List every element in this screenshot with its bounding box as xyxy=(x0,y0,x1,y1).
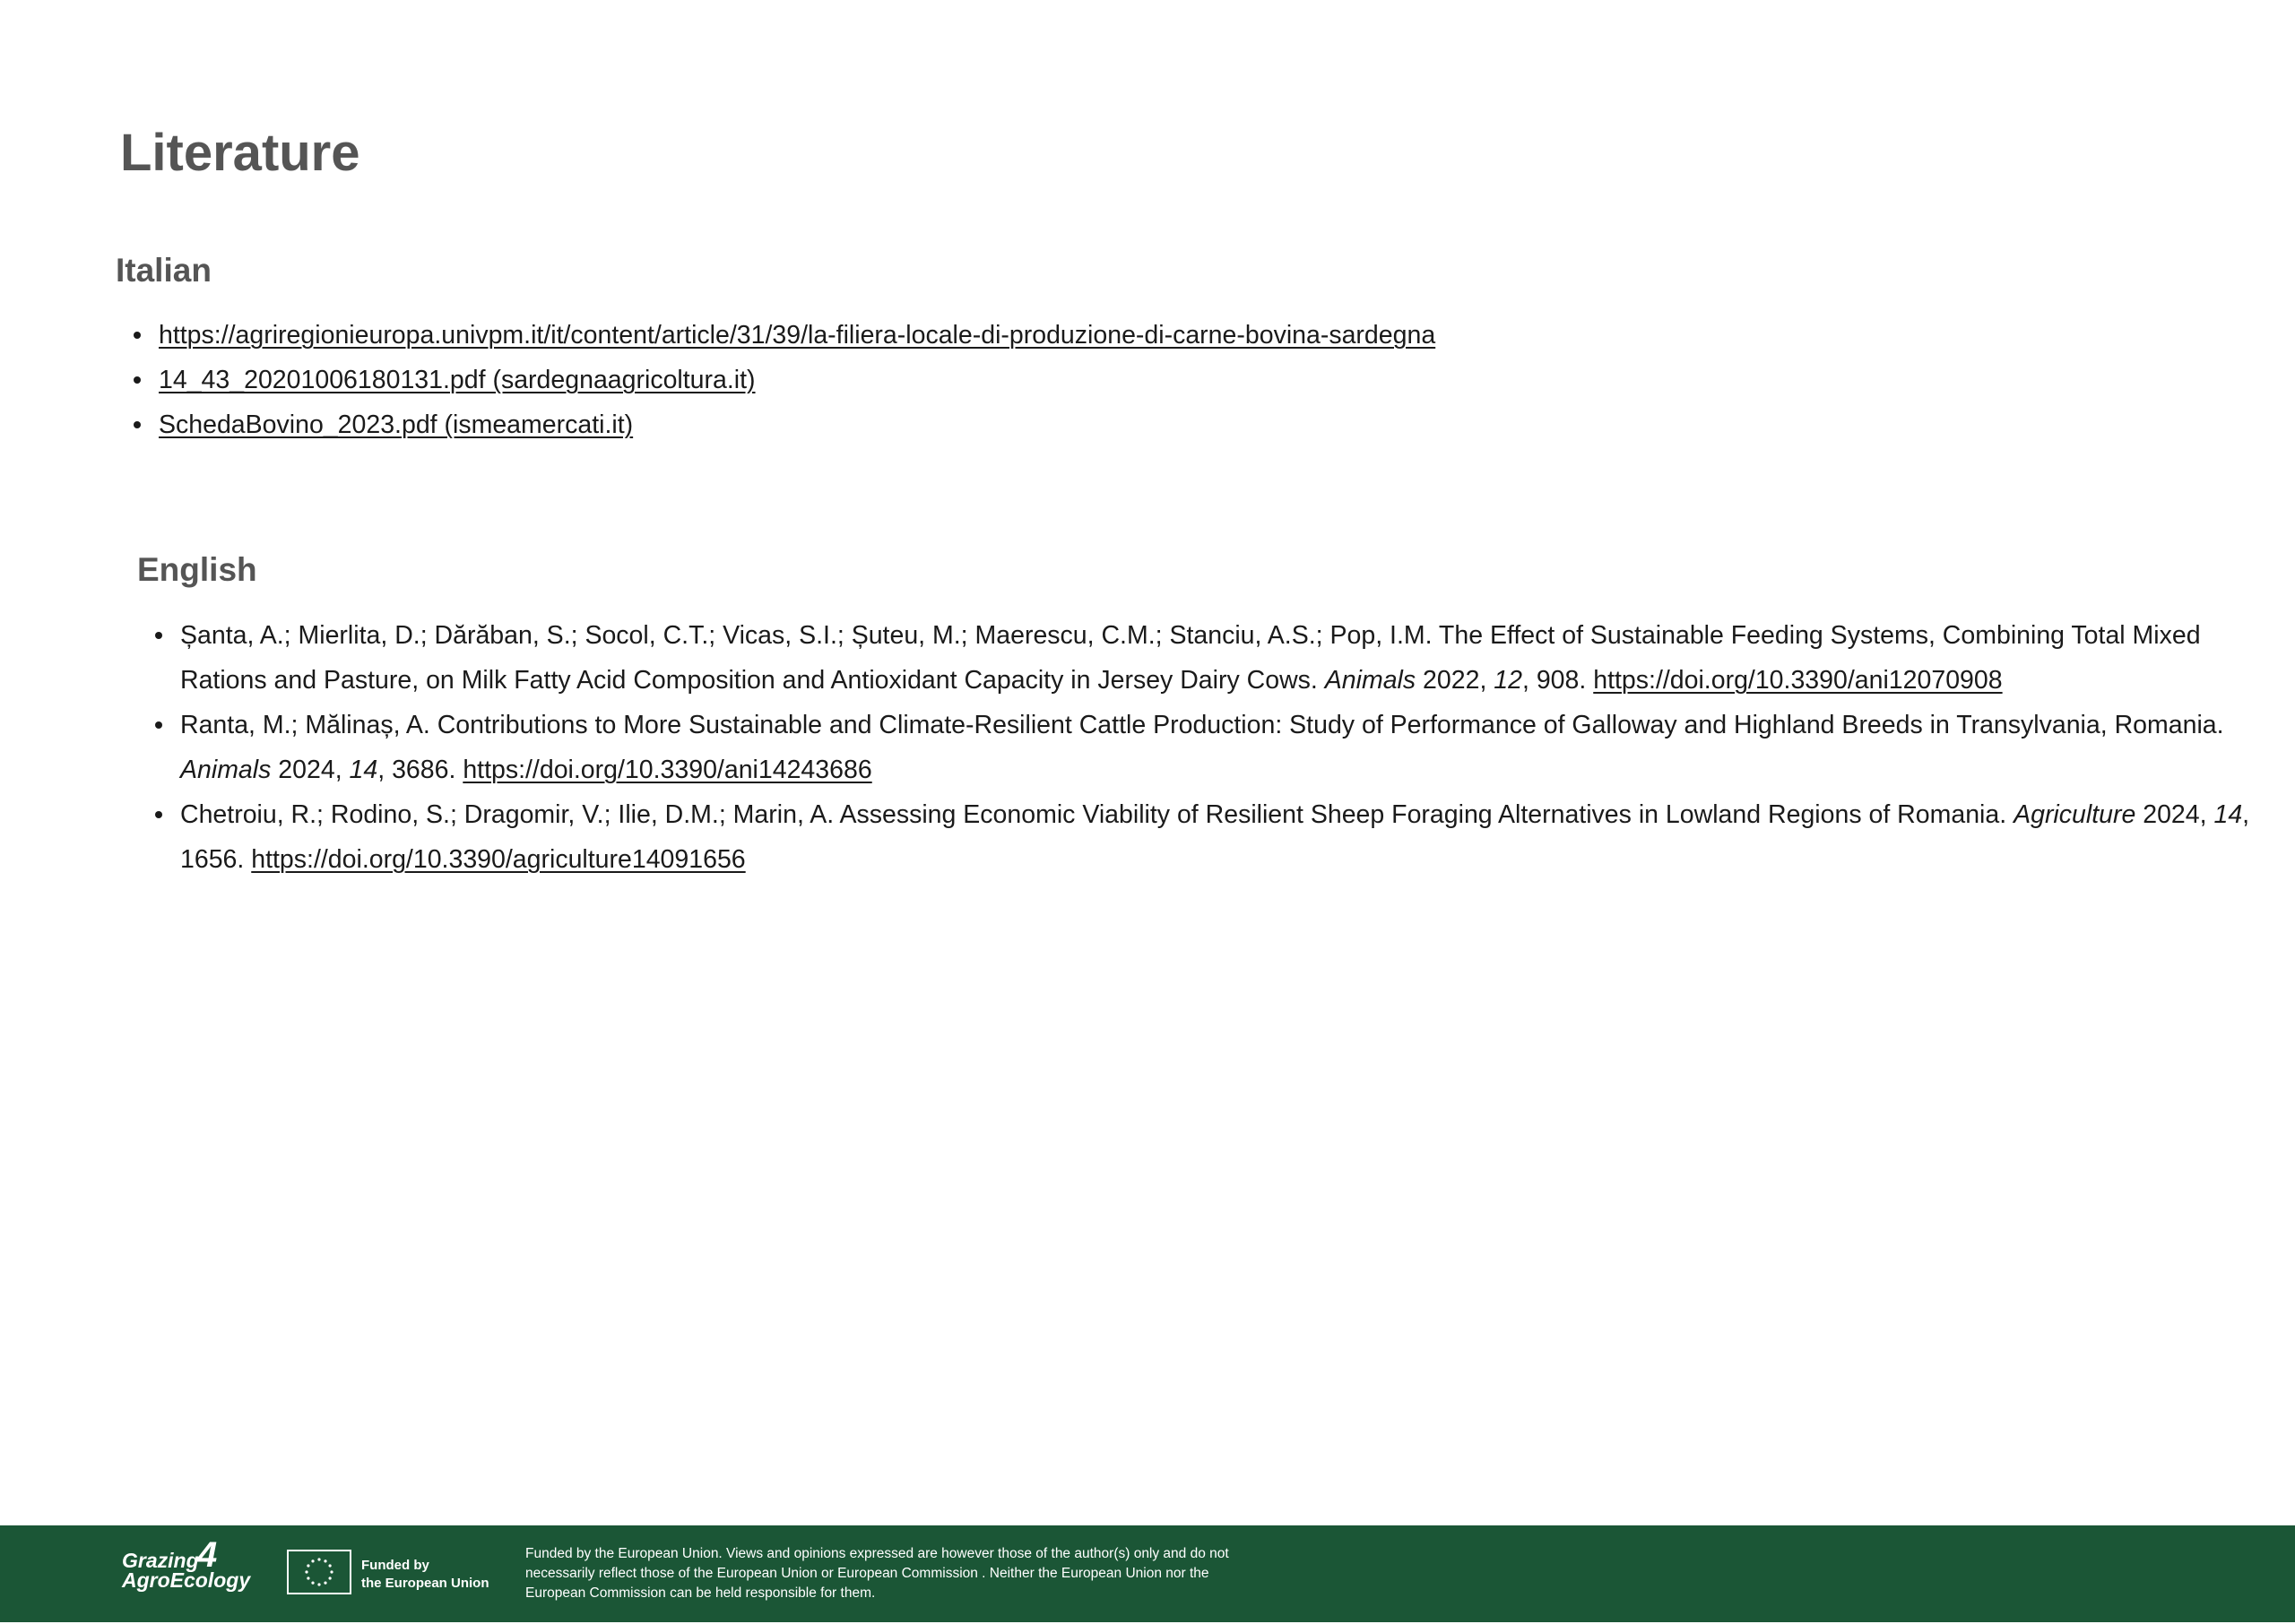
section-heading-italian: Italian xyxy=(116,252,212,289)
reference-item xyxy=(180,613,2251,703)
grazing-agroecology-logo xyxy=(122,1535,251,1592)
reference-volume: 14 xyxy=(2213,800,2243,829)
list-item xyxy=(159,313,1435,358)
reference-text: Șanta, A.; Mierlita, D.; Dărăban, S.; Socol, C.T.; Vicas, S.I.; Șuteu, M.; Maerescu, C.M.; Stanciu, A.S.; Pop, I.M. The Effect of Sustainable Feeding Systems, Combining Total Mixed Rations and Pasture, on Milk Fatty Acid Composition and Antioxidant Capacity in Jersey Dairy Cows. xyxy=(180,621,2201,695)
english-references-list xyxy=(180,613,2251,882)
reference-item xyxy=(180,703,2251,792)
list-item xyxy=(159,358,1435,402)
eu-stars-icon xyxy=(289,1551,350,1593)
reference-volume: 12 xyxy=(1494,666,1522,695)
reference-text: Ranta, M.; Mălinaș, A. Contributions to More Sustainable and Climate-Resilient Cattle Production: Study of Performance of Galloway and Highland Breeds in Transylvania, Romania. xyxy=(180,711,2224,739)
eu-funded-label xyxy=(361,1557,489,1593)
reference-pages: , 3686. xyxy=(377,756,463,784)
reference-year: 2024, xyxy=(2135,800,2214,829)
eu-disclaimer: Funded by the European Union. Views and opinions expressed are however those of the author(s) only and do not necessarily reflect those of the European Union or European Commission . Neither the European Union nor the European Commission can be held responsible for them. xyxy=(525,1546,1229,1601)
section-heading-english: English xyxy=(137,551,257,588)
italian-link-sardegnaagricoltura[interactable]: 14_43_20201006180131.pdf (sardegnaagricoltura.it) xyxy=(159,366,756,394)
reference-year: 2022, xyxy=(1416,666,1494,695)
reference-item xyxy=(180,792,2251,882)
reference-year: 2024, xyxy=(271,756,350,784)
reference-journal: Animals xyxy=(180,756,272,784)
reference-doi-link[interactable]: https://doi.org/10.3390/ani14243686 xyxy=(463,756,872,784)
italian-link-ismeamercati[interactable]: SchedaBovino_2023.pdf (ismeamercati.it) xyxy=(159,410,634,439)
eu-funded-line-2: the European Union xyxy=(361,1576,489,1591)
reference-doi-link[interactable]: https://doi.org/10.3390/ani12070908 xyxy=(1593,666,2003,695)
italian-link-agriregionieuropa[interactable]: https://agriregionieuropa.univpm.it/it/content/article/31/39/la-filiera-locale-di-produzione-di-carne-bovina-sardegna xyxy=(159,321,1436,350)
reference-journal: Animals xyxy=(1324,666,1416,695)
reference-text: Chetroiu, R.; Rodino, S.; Dragomir, V.; Ilie, D.M.; Marin, A. Assessing Economic Viability of Resilient Sheep Foraging Alternatives in Lowland Regions of Romania. xyxy=(180,800,2014,829)
logo-line-2: AgroEcology xyxy=(122,1568,251,1592)
eu-funded-line-1: Funded by xyxy=(361,1558,429,1573)
logo-number: 4 xyxy=(197,1535,218,1575)
reference-journal: Agriculture xyxy=(2014,800,2136,829)
reference-volume: 14 xyxy=(349,756,378,784)
italian-links-list xyxy=(159,313,1435,447)
reference-pages: , 1656. xyxy=(180,800,2250,874)
list-item xyxy=(159,402,1435,447)
logo-line-1: Grazing xyxy=(122,1549,199,1572)
footer xyxy=(0,1525,2295,1622)
page-title: Literature xyxy=(120,124,360,182)
eu-flag-icon xyxy=(287,1550,351,1594)
reference-pages: , 908. xyxy=(1522,666,1594,695)
reference-doi-link[interactable]: https://doi.org/10.3390/agriculture14091656 xyxy=(251,845,746,874)
